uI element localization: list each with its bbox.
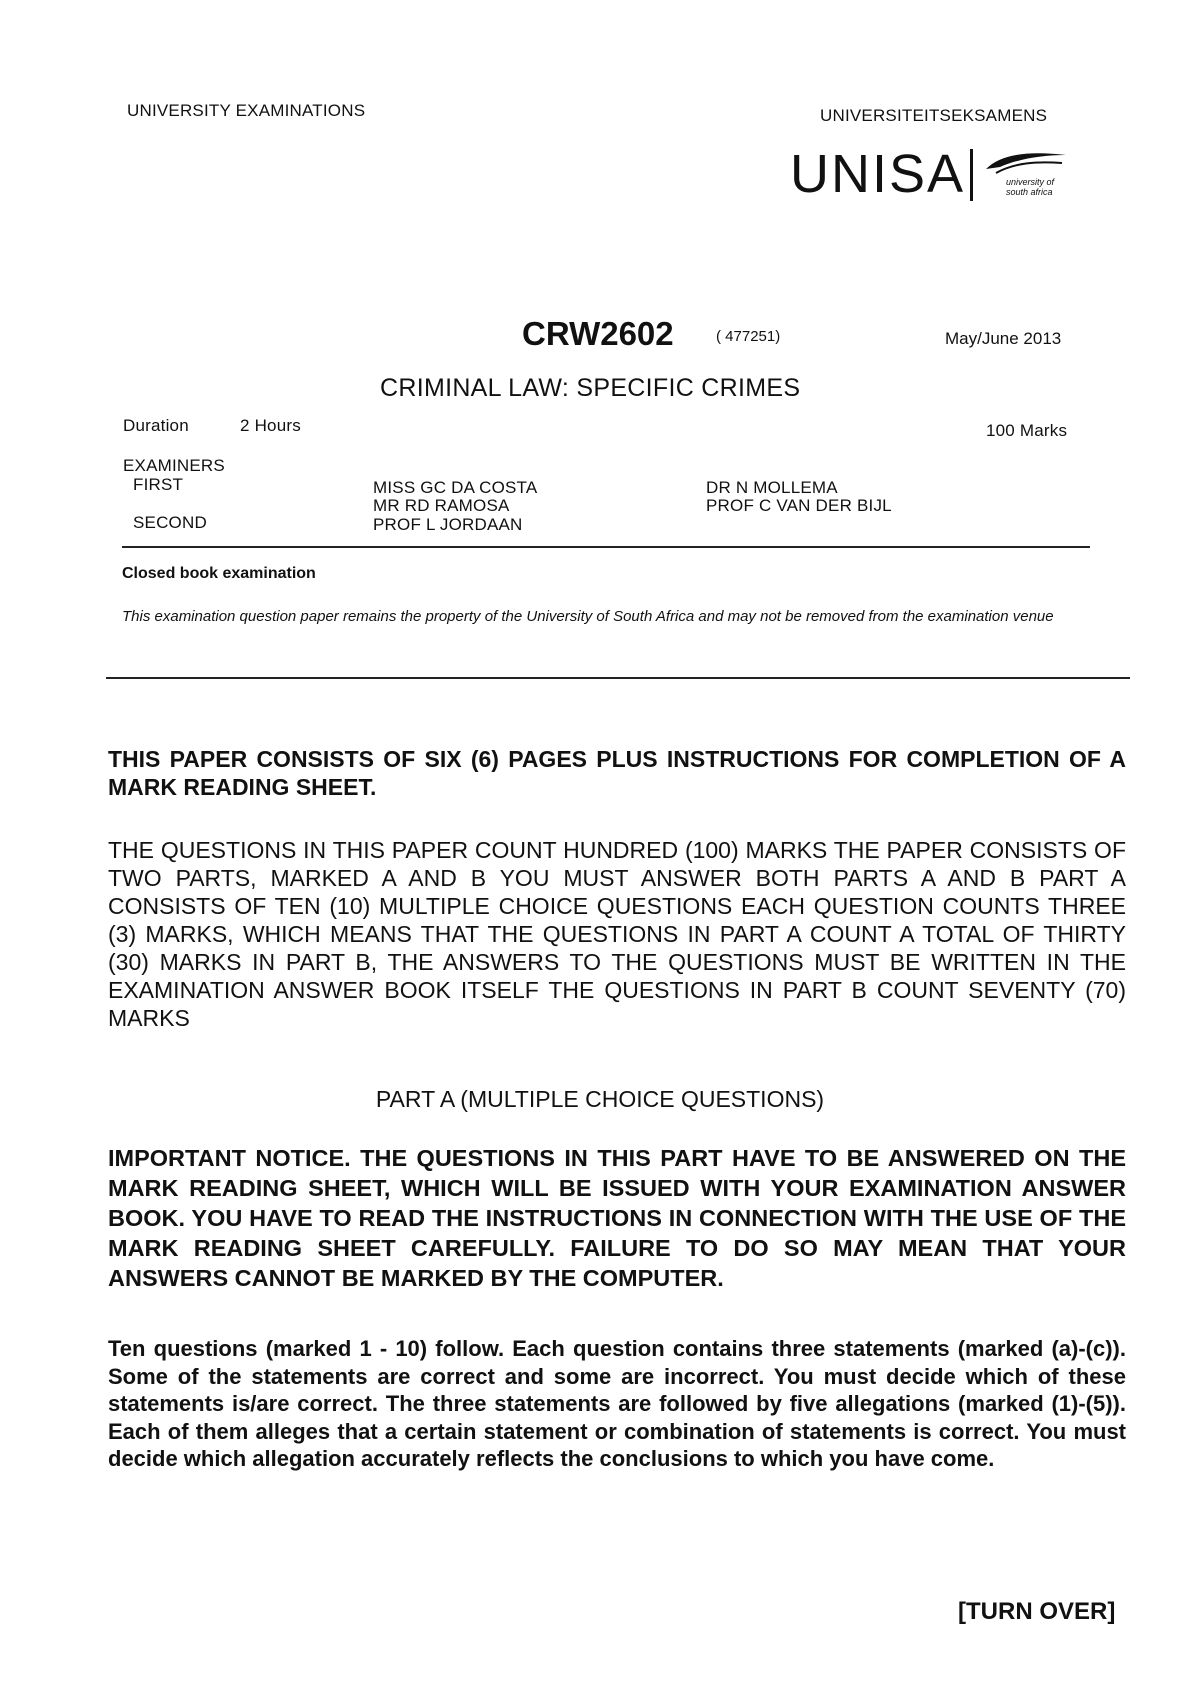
examiners-label: EXAMINERS [123, 456, 225, 475]
logo-divider [970, 149, 973, 201]
examiner-name: MISS GC DA COSTA [373, 478, 538, 497]
closed-book-note: Closed book examination [122, 565, 316, 582]
course-title: CRIMINAL LAW: SPECIFIC CRIMES [380, 374, 801, 402]
examiner-name: PROF L JORDAAN [373, 515, 523, 534]
logo-swoosh-icon [982, 147, 1068, 177]
part-a-heading: PART A (MULTIPLE CHOICE QUESTIONS) [375, 1086, 825, 1112]
mcq-instructions: Ten questions (marked 1 - 10) follow. Each question contains three statements (marked (a)-(c)). Some of the statements are correct and some are incorrect. You must decide which of these statements is/are correct. The three statements are followed by five allegations (marked (1)-(5)). Each of them alleges that a certain statement or combination of statements is correct. You must decide which allegation accurately reflects the conclusions to which you have come. [108, 1336, 1126, 1471]
divider-line [106, 677, 1130, 679]
important-notice: IMPORTANT NOTICE. THE QUESTIONS IN THIS PART HAVE TO BE ANSWERED ON THE MARK READING SHEET, WHICH WILL BE ISSUED WITH YOUR EXAMINATION ANSWER BOOK. YOU HAVE TO READ THE INSTRUCTIONS IN CONNECTION WITH THE USE OF THE MARK READING SHEET CAREFULLY. FAILURE TO DO SO MAY MEAN THAT YOUR ANSWERS CANNOT BE MARKED BY THE COMPUTER. [108, 1145, 1126, 1291]
unisa-logo [790, 143, 1070, 213]
examiners-second-label: SECOND [133, 513, 207, 532]
divider-line [122, 546, 1090, 548]
marks-instructions: THE QUESTIONS IN THIS PAPER COUNT HUNDRED (100) MARKS THE PAPER CONSISTS OF TWO PARTS, MARKED A AND B YOU MUST ANSWER BOTH PARTS A AND B PART A CONSISTS OF TEN (10) MULTIPLE CHOICE QUESTIONS EACH QUESTION COUNTS THREE (3) MARKS, WHICH MEANS THAT THE QUESTIONS IN PART A COUNT A TOTAL OF THIRTY (30) MARKS IN PART B, THE ANSWERS TO THE QUESTIONS MUST BE WRITTEN IN THE EXAMINATION ANSWER BOOK ITSELF THE QUESTIONS IN PART B COUNT SEVENTY (70) MARKS [108, 837, 1126, 1031]
header-right: UNIVERSITEITSEKSAMENS [820, 106, 1048, 125]
logo-wordmark: UNISA [790, 144, 966, 204]
page-count-statement: THIS PAPER CONSISTS OF SIX (6) PAGES PLUS INSTRUCTIONS FOR COMPLETION OF A MARK READING SHEET. [108, 746, 1126, 800]
examiner-name: MR RD RAMOSA [373, 496, 510, 515]
examiner-name: PROF C VAN DER BIJL [706, 496, 892, 515]
header-left: UNIVERSITY EXAMINATIONS [127, 101, 366, 120]
course-code: CRW2602 [522, 315, 674, 352]
paper-number: ( 477251) [716, 328, 781, 345]
examiners-first-label: FIRST [133, 475, 184, 494]
duration-label: Duration [123, 416, 189, 435]
exam-session: May/June 2013 [945, 329, 1062, 348]
logo-tagline: university of south africa [1006, 177, 1055, 197]
turn-over-label: [TURN OVER] [958, 1598, 1116, 1625]
examiner-name: DR N MOLLEMA [706, 478, 838, 497]
property-note: This examination question paper remains the property of the University of South Africa and may not be removed from the examination venue [122, 608, 1054, 625]
duration-value: 2 Hours [240, 416, 301, 435]
logo-emblem [982, 147, 1068, 203]
total-marks: 100 Marks [986, 421, 1068, 440]
